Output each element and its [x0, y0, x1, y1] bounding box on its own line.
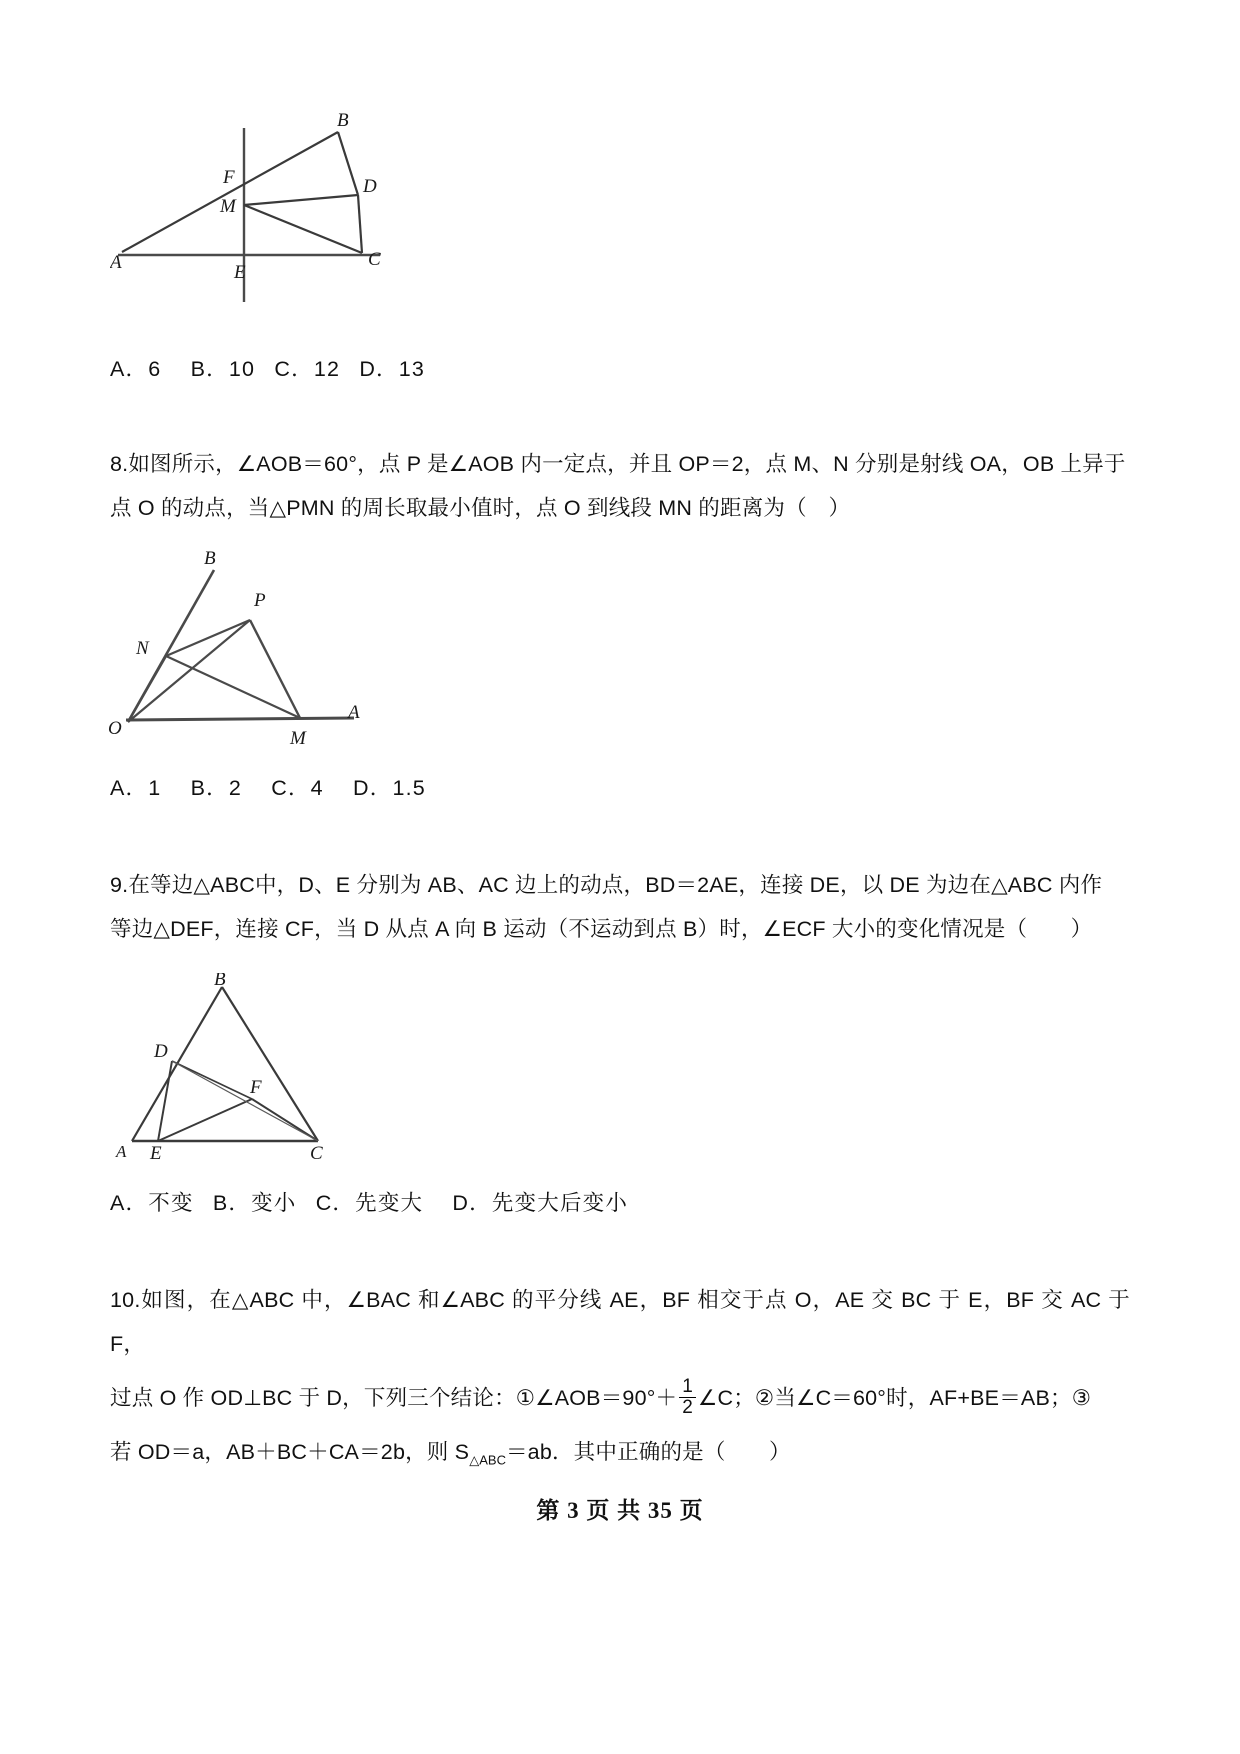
q7-choice-a[interactable]: A．6 [110, 357, 162, 381]
figure-label-A: A [348, 702, 360, 723]
q9-choice-d[interactable]: D．先变大后变小 [452, 1191, 629, 1215]
q10-line2-part-b: ∠C；②当∠C＝60°时，AF+BE＝AB；③ [698, 1386, 1092, 1410]
q9-line1: 9.在等边△ABC中，D、E 分别为 AB、AC 边上的动点，BD＝2AE，连接 DE，以 DE 为边在△ABC 内作 [110, 873, 1103, 897]
figure-label-C: C [310, 1143, 323, 1163]
q10-line3 [110, 1430, 1130, 1482]
figure-label-O: O [108, 718, 122, 739]
page-footer: 第 3 页 共 35 页 [536, 1498, 704, 1523]
q7-choice-d[interactable]: D．13 [359, 357, 426, 381]
q10-subscript-abc: △ABC [469, 1452, 506, 1468]
q8-choice-b[interactable]: B．2 [190, 776, 243, 800]
figure-label-M: M [220, 196, 236, 217]
figure-label-A: A [116, 1142, 127, 1161]
q10-line1: 10.如图，在△ABC 中，∠BAC 和∠ABC 的平分线 AE，BF 相交于点 O，AE 交 BC 于 E，BF 交 AC 于 F， [110, 1288, 1130, 1356]
figure-label-F: F [223, 167, 235, 188]
q9-choice-a[interactable]: A．不变 [110, 1191, 194, 1215]
q7-choice-c[interactable]: C．12 [274, 357, 341, 381]
figure-label-M: M [290, 728, 306, 748]
q8-line2: 点 O 的动点，当△PMN 的周长取最小值时，点 O 到线段 MN 的距离为（ ） [110, 496, 851, 520]
figure-label-B: B [337, 110, 349, 131]
q9-choices-line [110, 1186, 1130, 1220]
q7-choices-line [110, 352, 1130, 386]
figure-q8-svg [104, 548, 374, 748]
q10-line3-part-a: 若 OD＝a，AB＋BC＋CA＝2b，则 S [110, 1440, 470, 1464]
page-content [110, 110, 1130, 1482]
q7-choice-b[interactable]: B．10 [190, 357, 256, 381]
fraction-one-half: $\frac{1}{2}$ [679, 1377, 696, 1418]
figure-label-E: E [150, 1143, 162, 1163]
figure-label-D: D [154, 1041, 168, 1062]
figure-label-B: B [214, 973, 226, 990]
q9-line2: 等边△DEF，连接 CF，当 D 从点 A 向 B 运动（不运动到点 B）时，∠ECF 大小的变化情况是（ ） [110, 917, 1093, 941]
q8-choice-a[interactable]: A．1 [110, 776, 162, 800]
figure-label-B: B [204, 548, 216, 569]
figure-label-A: A [110, 252, 122, 273]
figure-q9-svg [110, 973, 360, 1163]
q9-choice-b[interactable]: B．变小 [212, 1191, 297, 1215]
figure-label-F: F [250, 1077, 262, 1098]
figure-label-D: D [363, 176, 377, 197]
q8-choice-c[interactable]: C．4 [271, 776, 324, 800]
figure-label-P: P [254, 590, 266, 611]
q9-choice-c[interactable]: C．先变大 [315, 1191, 424, 1215]
figure-label-C: C [368, 249, 381, 270]
q10-line2-part-a: 过点 O 作 OD⊥BC 于 D，下列三个结论：①∠AOB＝90°＋ [110, 1386, 678, 1410]
q8-choice-d[interactable]: D．1.5 [353, 776, 426, 800]
figure-q7-svg [110, 110, 400, 305]
figure-q9-equilateral-triangle [110, 973, 1130, 1168]
q10-line3-part-b: ＝ab．其中正确的是（ ） [505, 1440, 791, 1464]
figure-q7-triangle-abc [110, 110, 1130, 310]
q8-line1: 8.如图所示，∠AOB＝60°，点 P 是∠AOB 内一定点，并且 OP＝2，点 M、N 分别是射线 OA，OB 上异于 [110, 452, 1126, 476]
figure-label-E: E [234, 262, 246, 283]
q8-choices-line [110, 771, 1130, 805]
figure-q8-angle-aob [104, 548, 1130, 753]
q10-line2 [110, 1366, 1130, 1430]
figure-label-N: N [136, 638, 149, 659]
